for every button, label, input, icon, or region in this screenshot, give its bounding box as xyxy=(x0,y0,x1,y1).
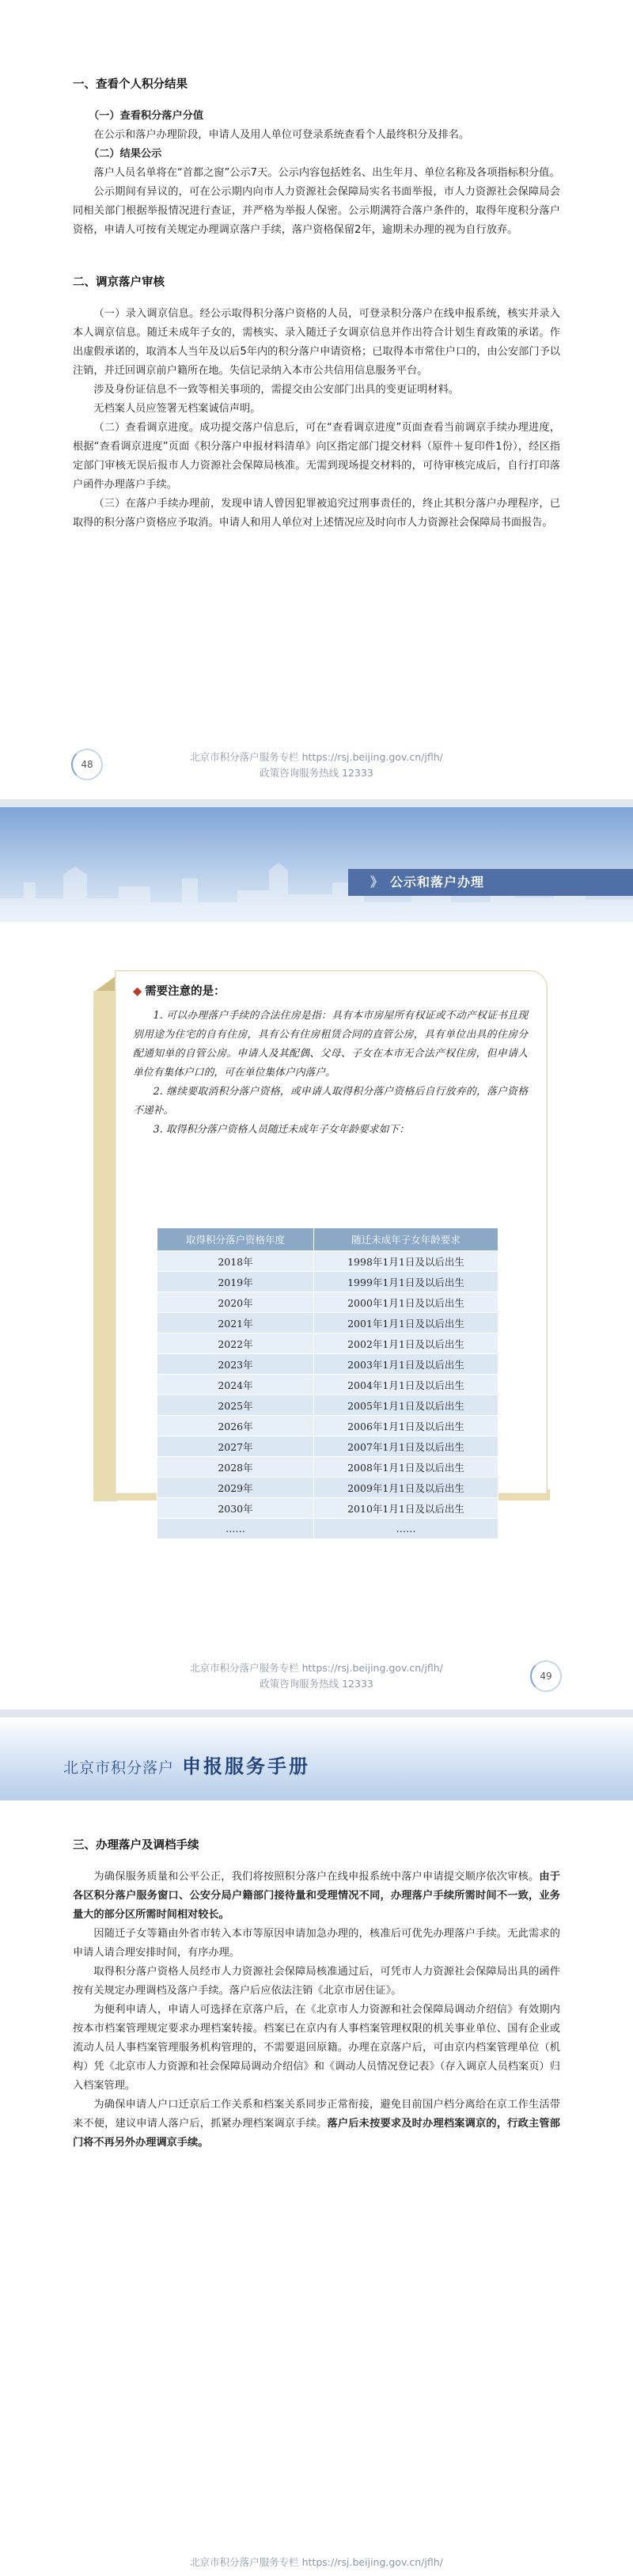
section-3-title: 三、办理落户及调档手续 xyxy=(73,1839,199,1852)
diamond-icon: ◆ xyxy=(133,985,142,998)
table-cell: 2000年1月1日及以后出生 xyxy=(313,1292,498,1313)
table-cell: 2023年 xyxy=(157,1354,314,1375)
table-cell: 2022年 xyxy=(157,1334,314,1354)
section-3-paragraph-1: 为确保服务质量和公平公正，我们将按照积分落户在线申报系统中落户申请提交顺序依次审核。由于各区积分落户服务窗口、公安分局户籍部门接待量和受理情况不同，办理落户手续所需时间不一致，业务量大的部分区所需时间相对较长。 xyxy=(73,1871,560,1921)
table-header-cell: 随迁未成年子女年龄要求 xyxy=(313,1228,498,1251)
page-50 xyxy=(0,1717,633,2576)
double-chevron-icon: 》 xyxy=(370,874,385,890)
table-row xyxy=(157,1313,498,1334)
footer-48 xyxy=(0,749,633,781)
table-cell: 2026年 xyxy=(157,1416,314,1436)
section-2-paragraph-2: 涉及身份证信息不一致等相关事项的，需提交由公安部门出具的变更证明材料。 xyxy=(93,384,459,396)
table-row xyxy=(157,1272,498,1292)
table-cell: 2021年 xyxy=(157,1313,314,1334)
table-cell: 2005年1月1日及以后出生 xyxy=(313,1395,498,1416)
section-2-paragraph-1: （一）录入调京信息。经公示取得积分落户资格的人员，可登录积分落户在线申报系统，核实并录入本人调京信息。随迁未成年子女的，需核实、录入随迁子女调京信息并作出符合计划生育政策的承诺。作出虚假承诺的，取消本人当年及以后5年内的积分落户申请资格；已取得本市常住户口的，由公安部门予以注销，并迁回调京前户籍所在地。失信记录纳入本市公共信用信息服务平台。 xyxy=(73,308,560,377)
table-cell: 2007年1月1日及以后出生 xyxy=(313,1436,498,1457)
section-3-paragraph-2: 因随迁子女等籍由外省市转入本市等原因申请加急办理的，核准后可优先办理落户手续。无此需求的申请人请合理安排时间，有序办理。 xyxy=(73,1928,560,1959)
page-number-48: 48 xyxy=(71,749,103,780)
note-box xyxy=(115,970,548,1535)
table-cell: 1998年1月1日及以后出生 xyxy=(313,1251,498,1272)
handbook-title-big: 申报服务手册 xyxy=(182,1755,311,1777)
section-3-paragraph-5: 为确保申请人户口迁京后工作关系和档案关系同步正常衔接，避免目前国户档分离给在京工作生活带来不便，建议申请人落户后，抓紧办理档案调京手续。落户后未按要求及时办理档案调京的，行政主管部门将不再另外办理调京手续。 xyxy=(73,2099,560,2149)
table-row xyxy=(157,1292,498,1313)
note-paragraph-3: 3. 取得积分落户资格人员随迁未成年子女年龄要求如下： xyxy=(153,1124,409,1136)
table-cell: …… xyxy=(313,1519,498,1539)
footer-link-line[interactable]: 北京市积分落户服务专栏 https://rsj.beijing.gov.cn/jflh/ xyxy=(190,2556,443,2568)
table-cell: 2001年1月1日及以后出生 xyxy=(313,1313,498,1334)
table-cell: 2025年 xyxy=(157,1395,314,1416)
section-3-paragraph-4: 为便利申请人，申请人可选择在京落户后，在《北京市人力资源和社会保障局调动介绍信》有效期内按本市档案管理规定要求办理档案转接。档案已在京内有人事档案管理权限的机关事业单位、国有企业或流动人员人事档案管理服务机构管理的，不需要退回原籍。办理在京落户后，可由京内档案管理单位（机构）凭《北京市人力资源和社会保障局调动介绍信》和《调动人员情况登记表》（存入调京人员档案页）归入档案管理。 xyxy=(73,2004,560,2092)
table-cell: 2018年 xyxy=(157,1251,314,1272)
table-row xyxy=(157,1416,498,1436)
subsection-2-paragraph-1: 落户人员名单将在“首都之窗”公示7天。公示内容包括姓名、出生年月、单位名称及各项指标积分值。 xyxy=(93,167,560,179)
table-body xyxy=(157,1251,498,1539)
subsection-1-text: 在公示和落户办理阶段，申请人及用人单位可登录系统查看个人最终积分及排名。 xyxy=(93,129,470,141)
table-cell: 2029年 xyxy=(157,1478,314,1498)
page-49 xyxy=(0,807,633,1709)
table-cell: 2030年 xyxy=(157,1498,314,1519)
handbook-title xyxy=(63,1751,310,1778)
table-cell: 2003年1月1日及以后出生 xyxy=(313,1354,498,1375)
footer-49 xyxy=(0,1660,633,1692)
footer-hotline: 政策咨询服务热线 12333 xyxy=(260,1678,373,1690)
page-50-content xyxy=(73,1836,560,2153)
section-1-title: 一、查看个人积分结果 xyxy=(73,78,188,91)
table-cell: 2028年 xyxy=(157,1457,314,1478)
table-cell: 2008年1月1日及以后出生 xyxy=(313,1457,498,1478)
table-cell: 2020年 xyxy=(157,1292,314,1313)
handbook-header xyxy=(0,1717,633,1800)
note-title: ◆ 需要注意的是： xyxy=(133,985,226,998)
table-row xyxy=(157,1478,498,1498)
section-2-title: 二、调京落户审核 xyxy=(73,276,165,289)
section-2-paragraph-5: （三）在落户手续办理前，发现申请人曾因犯罪被追究过刑事责任的，终止其积分落户办理程序，已取得的积分落户资格应予取消。申请人和用人单位对上述情况应及时向市人力资源社会保障局书面报告。 xyxy=(73,498,560,529)
ribbon-decoration xyxy=(93,991,117,1501)
table-row xyxy=(157,1251,498,1272)
subsection-2-title: （二）结果公示 xyxy=(89,148,162,160)
table-row xyxy=(157,1334,498,1354)
table-cell: 2006年1月1日及以后出生 xyxy=(313,1416,498,1436)
page-48 xyxy=(0,0,633,799)
handbook-title-small: 北京市积分落户 xyxy=(63,1759,175,1777)
table-cell: 2004年1月1日及以后出生 xyxy=(313,1375,498,1395)
age-requirement-table xyxy=(157,1227,498,1539)
section-2-paragraph-3: 无档案人员应签署无档案诚信声明。 xyxy=(93,403,261,415)
page-48-content xyxy=(73,75,560,533)
section-banner xyxy=(0,807,633,922)
table-cell: 2027年 xyxy=(157,1436,314,1457)
table-row xyxy=(157,1375,498,1395)
subsection-2-paragraph-2: 公示期间有异议的，可在公示期内向市人力资源社会保障局实名书面举报，市人力资源社会保障局会同相关部门根据举报情况进行查证，并严格为举报人保密。公示期满符合落户条件的，取得年度积分落户资格，申请人可按有关规定办理调京落户手续，落户资格保留2年，逾期未办理的视为自行放弃。 xyxy=(73,186,560,236)
table-cell: …… xyxy=(157,1519,314,1539)
table-header-row xyxy=(157,1228,498,1251)
table-row xyxy=(157,1498,498,1519)
table-header-cell: 取得积分落户资格年度 xyxy=(157,1228,314,1251)
table-row xyxy=(157,1436,498,1457)
footer-50 xyxy=(0,2555,633,2570)
section-3-paragraph-3: 取得积分落户资格人员经市人力资源社会保障局核准通过后，可凭市人力资源社会保障局出具的函件按有关规定办理调档及落户手续。落户后应依法注销《北京市居住证》。 xyxy=(73,1966,560,1997)
footer-link-line[interactable]: 北京市积分落户服务专栏 https://rsj.beijing.gov.cn/jflh/ xyxy=(190,1662,443,1674)
table-cell: 2019年 xyxy=(157,1272,314,1292)
note-inner xyxy=(133,979,528,1140)
subsection-1-title: （一）查看积分落户分值 xyxy=(89,110,204,122)
page-number-49: 49 xyxy=(530,1660,562,1692)
table-row xyxy=(157,1519,498,1539)
note-paragraph-2: 2. 继续要取消积分落户资格，或申请人取得积分落户资格后自行放弃的，落户资格不递补。 xyxy=(133,1086,528,1117)
note-paragraph-1: 1. 可以办理落户手续的合法住房是指：具有本市房屋所有权证或不动产权证书且现别用途为住宅的自有住房，具有公有住房租赁合同的直管公房，具有单位出具的住房分配通知单的自管公房。申请人及其配偶、父母、子女在本市无合法产权住房，但申请人单位有集体户口的，可在单位集体户内落户。 xyxy=(133,1010,528,1079)
section-2-paragraph-4: （二）查看调京进度。成功提交落户信息后，可在“查看调京进度”页面查看当前调京手续办理进度，根据“查看调京进度”页面《积分落户申报材料清单》向区指定部门提交材料（原件＋复印件1份），经区指定部门审核无误后报市人力资源社会保障局核准。无需到现场提交材料的，可待审核完成后，自行打印落户函件办理落户手续。 xyxy=(73,422,560,491)
footer-link-line[interactable]: 北京市积分落户服务专栏 https://rsj.beijing.gov.cn/jflh/ xyxy=(190,751,443,763)
banner-title-text: 公示和落户办理 xyxy=(390,874,485,890)
table-cell: 1999年1月1日及以后出生 xyxy=(313,1272,498,1292)
table-cell: 2024年 xyxy=(157,1375,314,1395)
footer-hotline: 政策咨询服务热线 12333 xyxy=(260,767,373,779)
table-row xyxy=(157,1354,498,1375)
table-row xyxy=(157,1457,498,1478)
banner-title xyxy=(348,869,633,896)
table-cell: 2010年1月1日及以后出生 xyxy=(313,1498,498,1519)
ribbon-fold xyxy=(93,975,117,992)
table-cell: 2002年1月1日及以后出生 xyxy=(313,1334,498,1354)
table-row xyxy=(157,1395,498,1416)
table-cell: 2009年1月1日及以后出生 xyxy=(313,1478,498,1498)
